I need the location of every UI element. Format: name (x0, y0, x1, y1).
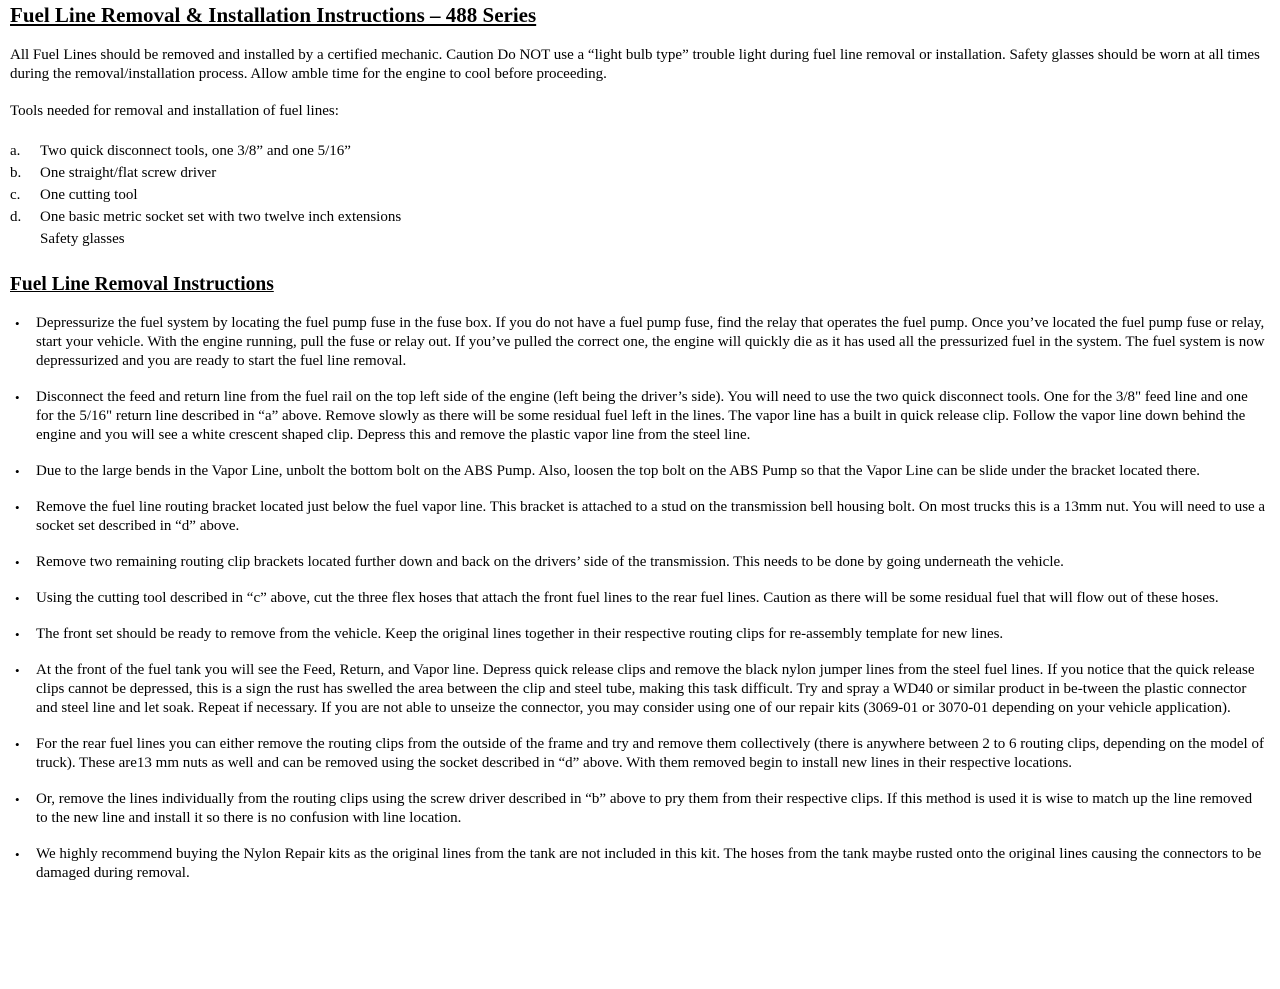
bullet-icon: • (15, 847, 20, 862)
step-item (10, 625, 1266, 644)
step-item (10, 498, 1266, 536)
step-item (10, 735, 1266, 773)
bullet-icon: • (15, 390, 20, 405)
bullet-icon: • (15, 464, 20, 479)
tool-item (10, 141, 1266, 162)
step-text: At the front of the fuel tank you will see the Feed, Return, and Vapor line. Depress quick release clips and remove the black nylon jumper lines from the steel fuel lines. If you notice that the quick release clips cannot be depressed, this is a sign the rust has swelled the area between the clip and steel tube, making this task difficult. Try and spray a WD40 or similar product in be-tween the plastic connector and steel line and let soak. Repeat if necessary. If you are not able to unseize the connector, you may consider using one of our repair kits (3069-01 or 3070-01 depending on your vehicle application). (36, 662, 1255, 716)
steps-list (10, 314, 1266, 883)
tool-marker: d. (10, 209, 22, 225)
step-text: Using the cutting tool described in “c” above, cut the three flex hoses that attach the front fuel lines to the rear fuel lines. Caution as there will be some residual fuel that will flow out of these hoses. (36, 590, 1219, 606)
step-item (10, 314, 1266, 371)
bullet-icon: • (15, 591, 20, 606)
tool-item (10, 207, 1266, 228)
bullet-icon: • (15, 737, 20, 752)
step-text: Depressurize the fuel system by locating the fuel pump fuse in the fuse box. If you do not have a fuel pump fuse, find the relay that operates the fuel pump. Once you’ve located the fuel pump fuse or relay, start your vehicle. With the engine running, pull the fuse or relay out. If you’ve pulled the correct one, the engine will quickly die as it has used all the pressurized fuel in the system. The fuel system is now depressurized and you are ready to start the fuel line removal. (36, 315, 1265, 369)
step-item (10, 589, 1266, 608)
tool-item (10, 163, 1266, 184)
tool-text: One cutting tool (40, 187, 138, 203)
tool-item (10, 229, 1266, 250)
step-text: Disconnect the feed and return line from the fuel rail on the top left side of the engine (left being the driver’s side). You will need to use the two quick disconnect tools. One for the 3/8" feed line and one for the 5/16" return line described in “a” above. Remove slowly as there will be some residual fuel left in the lines. The vapor line has a built in quick release clip. Follow the vapor line down behind the engine and you will see a white crescent shaped clip. Depress this and remove the plastic vapor line from the steel line. (36, 389, 1248, 443)
tool-marker: a. (10, 143, 21, 159)
tool-marker: c. (10, 187, 21, 203)
bullet-icon: • (15, 792, 20, 807)
step-text: Remove two remaining routing clip brackets located further down and back on the drivers’ side of the transmission. This needs to be done by going underneath the vehicle. (36, 554, 1064, 570)
tools-intro: Tools needed for removal and installation of fuel lines: (10, 103, 339, 119)
bullet-icon: • (15, 316, 20, 331)
tool-text: One straight/flat screw driver (40, 165, 217, 181)
tools-list (10, 141, 1266, 250)
bullet-icon: • (15, 627, 20, 642)
intro-paragraph: All Fuel Lines should be removed and installed by a certified mechanic. Caution Do NOT use a “light bulb type” trouble light during fuel line removal or installation. Safety glasses should be worn at all times during the removal/installation process. Allow amble time for the engine to cool before proceeding. (10, 47, 1260, 82)
step-text: Due to the large bends in the Vapor Line, unbolt the bottom bolt on the ABS Pump. Also, loosen the top bolt on the ABS Pump so that the Vapor Line can be slide under the bracket located there. (36, 463, 1200, 479)
tool-text: Safety glasses (40, 231, 125, 247)
step-item (10, 845, 1266, 883)
tool-marker: b. (10, 165, 22, 181)
bullet-icon: • (15, 663, 20, 678)
step-text: The front set should be ready to remove from the vehicle. Keep the original lines together in their respective routing clips for re-assembly template for new lines. (36, 626, 1004, 642)
document-title: Fuel Line Removal & Installation Instructions – 488 Series (10, 3, 537, 27)
bullet-icon: • (15, 500, 20, 515)
step-item (10, 661, 1266, 718)
tool-text: One basic metric socket set with two twelve inch extensions (40, 209, 402, 225)
bullet-icon: • (15, 555, 20, 570)
step-item (10, 553, 1266, 572)
tool-text: Two quick disconnect tools, one 3/8” and one 5/16” (40, 143, 351, 159)
step-item (10, 790, 1266, 828)
section-title: Fuel Line Removal Instructions (10, 274, 274, 295)
step-text: Or, remove the lines individually from the routing clips using the screw driver described in “b” above to pry them from their respective clips. If this method is used it is wise to match up the line removed to the new line and install it so there is no confusion with line location. (36, 791, 1253, 826)
step-item (10, 388, 1266, 445)
step-text: We highly recommend buying the Nylon Repair kits as the original lines from the tank are not included in this kit. The hoses from the tank maybe rusted onto the original lines causing the connectors to be damaged during removal. (36, 846, 1262, 881)
step-item (10, 462, 1266, 481)
step-text: Remove the fuel line routing bracket located just below the fuel vapor line. This bracket is attached to a stud on the transmission bell housing bolt. On most trucks this is a 13mm nut. You will need to use a socket set described in “d” above. (36, 499, 1266, 534)
step-text: For the rear fuel lines you can either remove the routing clips from the outside of the frame and try and remove them collectively (there is anywhere between 2 to 6 routing clips, depending on the model of truck). These are13 mm nuts as well and can be removed using the socket described in “d” above. With them removed begin to install new lines in their respective locations. (36, 736, 1264, 771)
tool-item (10, 185, 1266, 206)
